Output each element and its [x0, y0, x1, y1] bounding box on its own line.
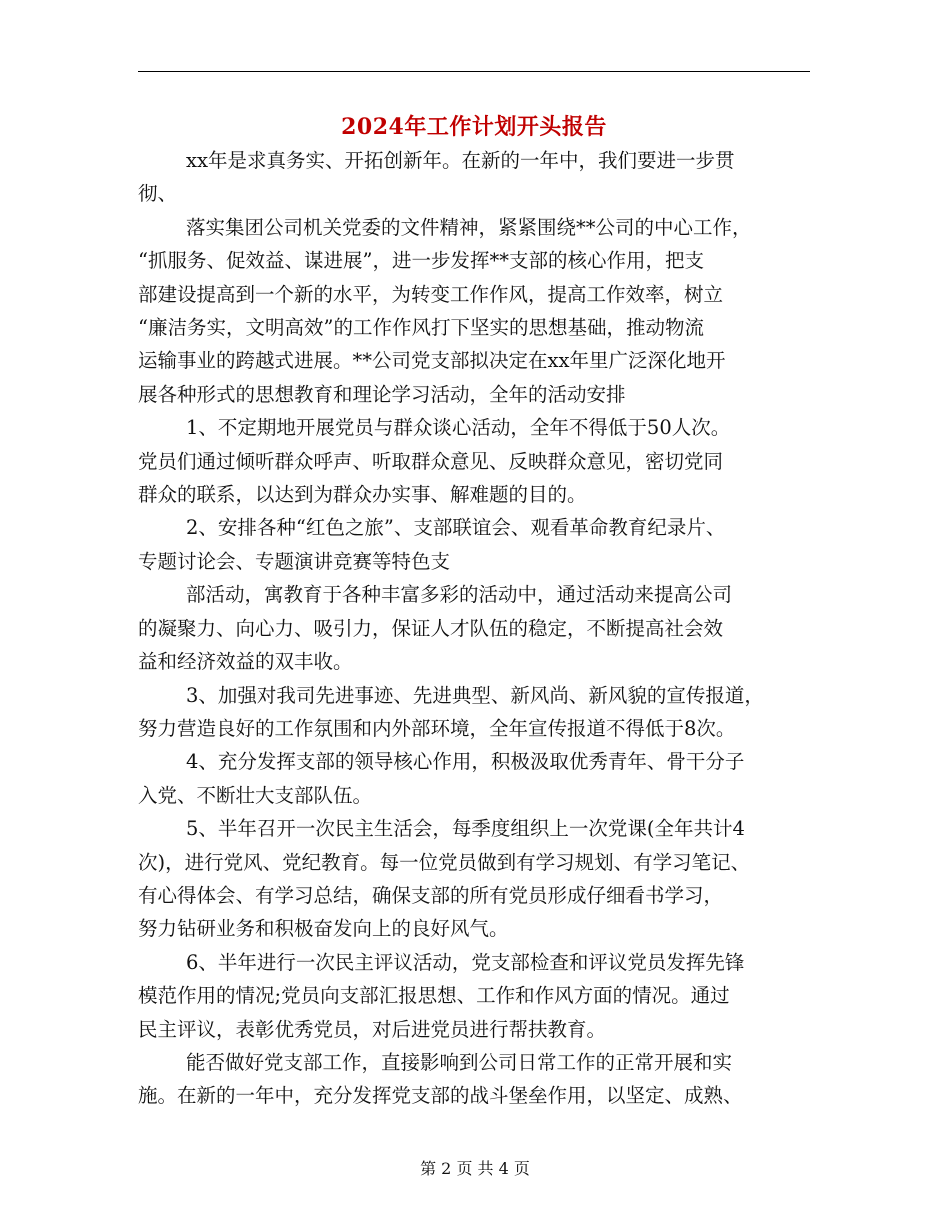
- body-line: 党员们通过倾听群众呼声、听取群众意见、反映群众意见，密切党同: [138, 449, 724, 473]
- body-line: 施。在新的一年中，充分发挥党支部的战斗堡垒作用，以坚定、成熟、: [138, 1084, 743, 1108]
- page-footer: 第 2 页 共 4 页: [420, 1159, 530, 1178]
- body-line: 的凝聚力、向心力、吸引力，保证人才队伍的稳定，不断提高社会效: [138, 616, 724, 640]
- header-rule: [138, 71, 810, 72]
- document-title: 2024年工作计划开头报告: [341, 114, 607, 140]
- body-line: 有心得体会、有学习总结，确保支部的所有党员形成仔细看书学习，: [138, 883, 724, 907]
- body-line: 6、半年进行一次民主评议活动，党支部检查和评议党员发挥先锋: [186, 950, 745, 974]
- body-line: “抓服务、促效益、谋进展”，进一步发挥**支部的核心作用，把支: [138, 249, 704, 273]
- body-line: 益和经济效益的双丰收。: [138, 650, 353, 674]
- document-body: [138, 144, 810, 1113]
- body-line: 努力营造良好的工作氛围和内外部环境，全年宣传报道不得低于8次。: [138, 716, 736, 740]
- body-line: 5、半年召开一次民主生活会，每季度组织上一次党课(全年共计4: [186, 817, 745, 841]
- body-line: 1、不定期地开展党员与群众谈心活动，全年不得低于50人次。: [186, 416, 731, 440]
- body-line: 群众的联系，以达到为群众办实事、解难题的目的。: [138, 483, 587, 507]
- body-line: 运输事业的跨越式进展。**公司党支部拟决定在xx年里广泛深化地开: [138, 349, 726, 373]
- body-line: xx年是求真务实、开拓创新年。在新的一年中，我们要进一步贯: [186, 149, 735, 172]
- body-line: 彻、: [138, 182, 178, 206]
- body-line: 专题讨论会、专题演讲竞赛等特色支: [138, 549, 451, 573]
- body-line: 努力钻研业务和积极奋发向上的良好风气。: [138, 917, 509, 941]
- body-line: “廉洁务实，文明高效”的工作作风打下坚实的思想基础，推动物流: [138, 316, 704, 340]
- body-line: 部建设提高到一个新的水平，为转变工作作风，提高工作效率，树立: [138, 282, 724, 306]
- body-line: 部活动，寓教育于各种丰富多彩的活动中，通过活动来提高公司: [186, 583, 733, 607]
- body-line: 入党、不断壮大支部队伍。: [138, 783, 373, 807]
- body-line: 2、安排各种“红色之旅”、支部联谊会、观看革命教育纪录片、: [186, 516, 726, 540]
- body-line: 落实集团公司机关党委的文件精神，紧紧围绕**公司的中心工作，: [186, 215, 752, 239]
- body-line: 3、加强对我司先进事迹、先进典型、新风尚、新风貌的宣传报道，: [186, 683, 764, 707]
- body-line: 能否做好党支部工作，直接影响到公司日常工作的正常开展和实: [186, 1050, 733, 1074]
- body-line: 4、充分发挥支部的领导核心作用，积极汲取优秀青年、骨干分子: [186, 750, 745, 774]
- body-line: 展各种形式的思想教育和理论学习活动，全年的活动安排: [138, 382, 626, 406]
- body-line: 民主评议，表彰优秀党员，对后进党员进行帮扶教育。: [138, 1017, 607, 1041]
- body-line: 次)，进行党风、党纪教育。每一位党员做到有学习规划、有学习笔记、: [138, 850, 751, 874]
- body-line: 模范作用的情况;党员向支部汇报思想、工作和作风方面的情况。通过: [138, 984, 730, 1008]
